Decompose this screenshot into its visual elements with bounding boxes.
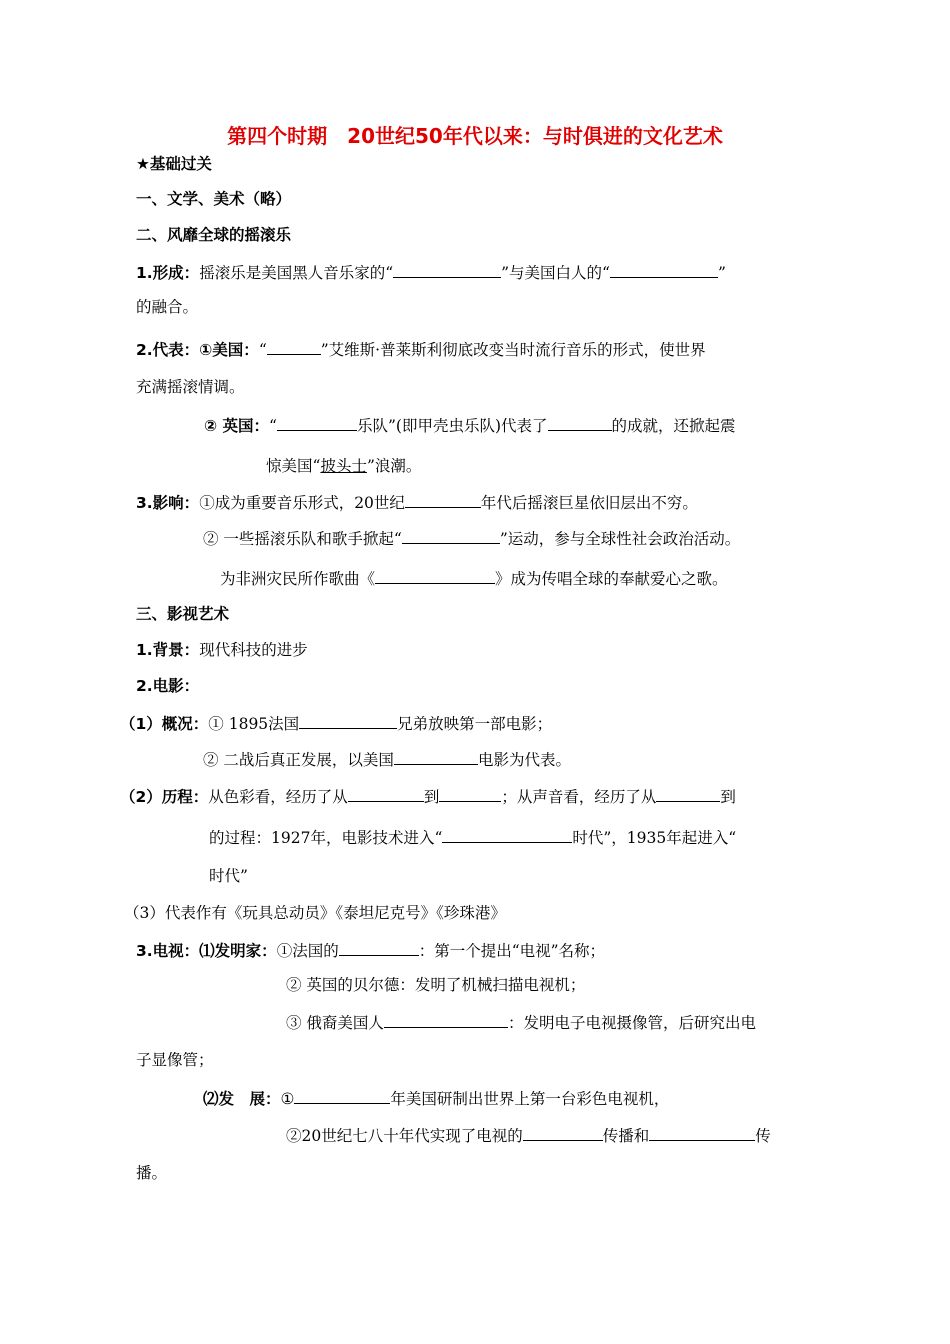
history-cont-a: 的过程：1927年，电影技术进入“ (209, 829, 443, 847)
tv1-a: ①法国的 (276, 942, 339, 960)
bg-label: 1.背景： (136, 641, 200, 659)
blank (394, 748, 478, 765)
formation-line (136, 261, 726, 283)
film-label: 2.电影： (136, 677, 200, 695)
blank (299, 712, 397, 729)
overview1-b: 兄弟放映第一部电影； (397, 715, 553, 733)
blank (294, 1087, 390, 1104)
blank (339, 939, 419, 956)
history-c: ；从声音看，经历了从 (501, 788, 657, 806)
overview2-a: ② 二战后真正发展，以美国 (203, 751, 394, 769)
history-cont-2: 时代” (209, 867, 248, 885)
blank (656, 785, 720, 802)
overview-line-2 (203, 748, 571, 770)
dev2-c: 传 (755, 1127, 771, 1145)
blank (610, 261, 718, 278)
history-a: 从色彩看，经历了从 (208, 788, 348, 806)
blank (649, 1124, 755, 1141)
tv-line-3-cont: 子显像管； (136, 1051, 214, 1069)
representative-works: （3）代表作有《玩具总动员》《泰坦尼克号》《珍珠港》 (124, 904, 506, 922)
blank (402, 527, 500, 544)
blank (442, 826, 572, 843)
blank (267, 338, 321, 355)
overview1-a: ① 1895法国 (208, 715, 300, 733)
dev1-a: ① (280, 1090, 295, 1108)
rep-uk-line (204, 414, 736, 436)
blank (348, 785, 424, 802)
blank (393, 261, 501, 278)
impact3-b: 》成为传唱全球的奉献爱心之歌。 (495, 570, 728, 588)
dev2-b: 传播和 (602, 1127, 650, 1145)
formation-text-b: ”与美国白人的“ (501, 264, 610, 282)
dev-label: ⑵发 展： (203, 1090, 281, 1108)
dev1-b: 年美国研制出世界上第一台彩色电视机， (390, 1090, 670, 1108)
history-cont (209, 826, 736, 848)
tv-line-2: ② 英国的贝尔德：发明了机械扫描电视机； (286, 976, 586, 994)
page-title: 第四个时期 20世纪50年代以来：与时俱进的文化艺术 (227, 124, 723, 148)
tv3-a: ③ 俄裔美国人 (286, 1014, 384, 1032)
blank (405, 491, 481, 508)
basic-heading: ★基础过关 (136, 155, 212, 173)
background-line (136, 640, 308, 660)
blank (375, 567, 495, 584)
impact1-b: 年代后摇滚巨星依旧层出不穷。 (480, 494, 698, 512)
dev2-a: ②20世纪七八十年代实现了电视的 (286, 1127, 523, 1145)
rep-uk-a: “ (269, 417, 277, 435)
tv1-b: ：第一个提出“电视”名称； (418, 942, 606, 960)
history-line (120, 785, 736, 807)
rep-uk-label: ② 英国： (204, 417, 270, 435)
blank (277, 414, 357, 431)
rep-us-a: “ (258, 341, 267, 359)
rep-us-cont: 充满摇滚情调。 (136, 378, 245, 396)
beatles-underlined: 披头士 (320, 457, 367, 475)
section-3-heading: 三、影视艺术 (136, 605, 230, 623)
history-cont-b: 时代”，1935年起进入“ (572, 829, 737, 847)
tv-label: 3.电视：⑴发明家： (136, 942, 277, 960)
rep-us-line (136, 338, 706, 360)
rep-uk-c: 的成就，还掀起震 (611, 417, 736, 435)
tv-line-3 (286, 1011, 756, 1033)
impact-line-1 (136, 491, 698, 513)
blank (384, 1011, 508, 1028)
blank (439, 785, 501, 802)
rep-label: 2.代表：①美国： (136, 341, 259, 359)
rep-uk-cont-a: 惊美国“ (266, 457, 321, 475)
tv3-b: ：发明电子电视摄像管，后研究出电 (507, 1014, 756, 1032)
dev-line-2-cont: 播。 (136, 1164, 168, 1182)
section-2-heading: 二、风靡全球的摇滚乐 (136, 226, 292, 244)
impact3-a: 为非洲灾民所作歌曲《 (220, 570, 376, 588)
impact2-b: ”运动，参与全球性社会政治活动。 (499, 530, 741, 548)
formation-text-a: 摇滚乐是美国黑人音乐家的“ (199, 264, 394, 282)
blank (523, 1124, 603, 1141)
impact-line-2 (203, 527, 740, 549)
dev-line-2 (286, 1124, 771, 1146)
bg-text: 现代科技的进步 (199, 641, 308, 659)
history-d: 到 (720, 788, 736, 806)
rep-uk-cont-b: ”浪潮。 (366, 457, 422, 475)
formation-text-c: ” (717, 264, 726, 282)
overview-label: （1）概况： (120, 715, 209, 733)
rep-uk-b: 乐队”(即甲壳虫乐队)代表了 (356, 417, 548, 435)
rep-us-b: ”艾维斯·普莱斯利彻底改变当时流行音乐的形式，使世界 (320, 341, 706, 359)
impact-label: 3.影响： (136, 494, 200, 512)
impact-line-3 (220, 567, 728, 589)
rep-uk-cont (266, 456, 421, 476)
impact2-a: ② 一些摇滚乐队和歌手掀起“ (203, 530, 402, 548)
history-label: （2）历程： (120, 788, 209, 806)
blank (548, 414, 612, 431)
section-1-heading: 一、文学、美术（略） (136, 190, 292, 208)
formation-cont: 的融合。 (136, 298, 199, 316)
history-b: 到 (423, 788, 440, 806)
impact1-a: ①成为重要音乐形式，20世纪 (199, 494, 405, 512)
overview-line-1 (120, 712, 552, 734)
tv-line-1 (136, 939, 605, 961)
dev-line-1 (203, 1087, 669, 1109)
formation-label: 1.形成： (136, 264, 200, 282)
overview2-b: 电影为代表。 (477, 751, 571, 769)
